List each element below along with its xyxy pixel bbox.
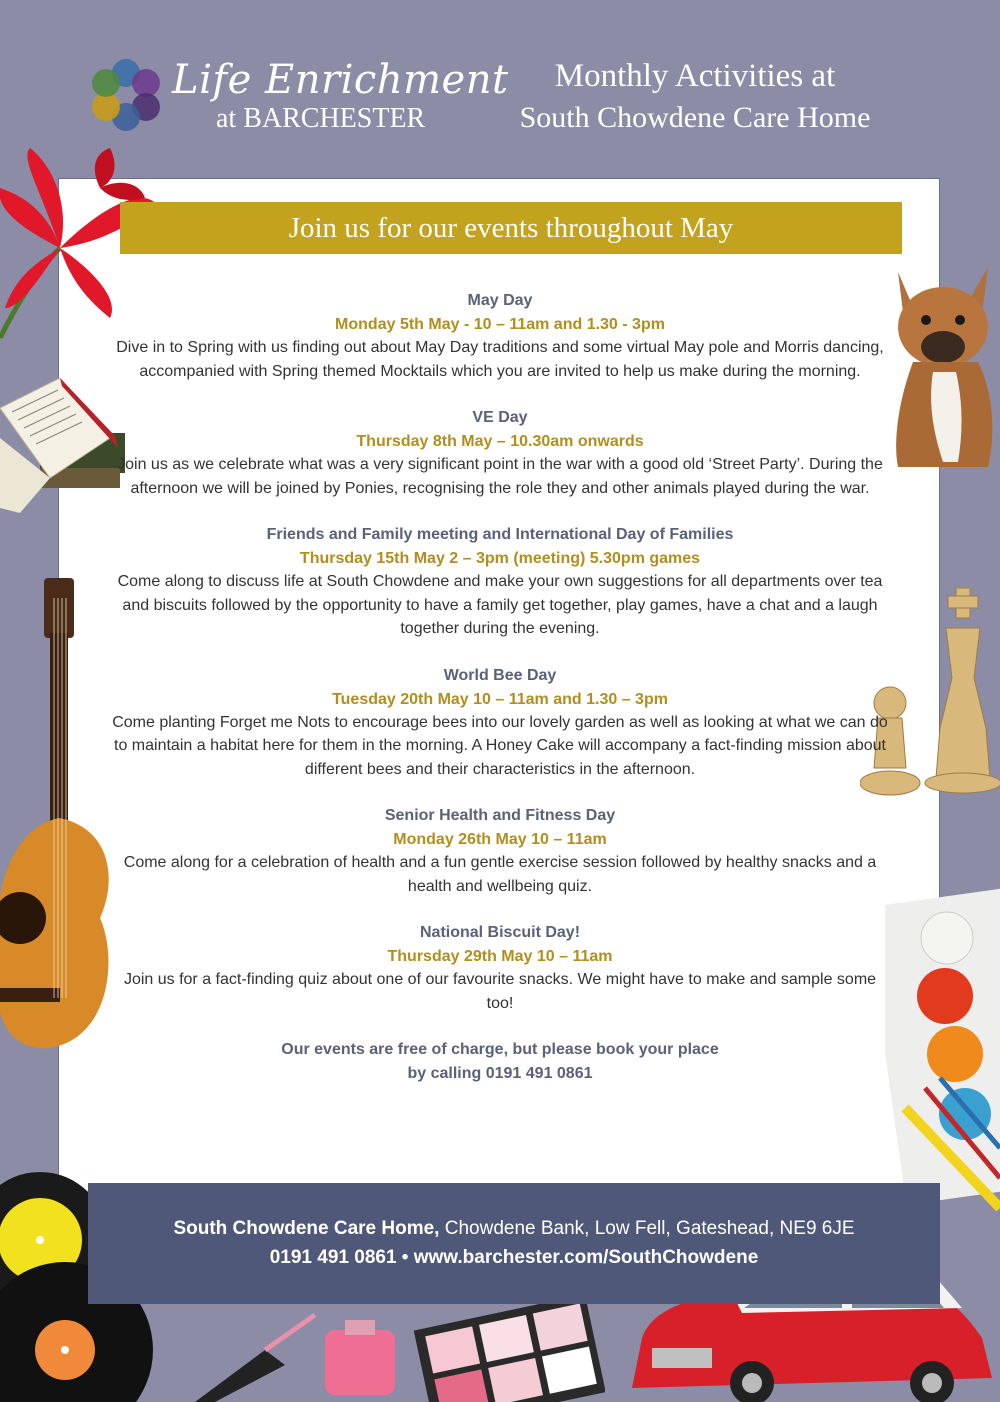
event-date: Monday 26th May 10 – 11am: [393, 831, 607, 848]
booking-note-line-2: by calling 0191 491 0861: [407, 1064, 593, 1082]
event-description: Come along to discuss life at South Chowdene and make your own suggestions for all departments over tea and biscuits followed by the opportunity to have a family get together, play games, have a chat and a laugh together during the evening.: [117, 573, 883, 637]
brand-name: Life Enrichment: [172, 57, 509, 103]
booking-note-line-1: Our events are free of charge, but please book your place: [281, 1041, 719, 1058]
event-date: Tuesday 20th May 10 – 11am and 1.30 – 3pm: [332, 690, 668, 708]
event-description: Come planting Forget me Nots to encourage bees into our lovely garden as well as looking at what we can do to maintain a habitat here for them in the morning. A Honey Cake will accompany a fact-finding mission about different bees and their characteristics in the afternoon.: [112, 713, 888, 778]
cosmetics-icon: [195, 1290, 605, 1402]
event-date: Thursday 29th May 10 – 11am: [387, 948, 613, 965]
event-item: [110, 664, 890, 782]
event-title: World Bee Day: [443, 666, 557, 684]
event-description: Dive in to Spring with us finding out about May Day traditions and some virtual May pole and Morris dancing, accompanied with Spring themed Mocktails which you are invited to help us make during the morning.: [116, 339, 884, 380]
footer-address-line: [88, 1214, 940, 1243]
event-date: Thursday 15th May 2 – 3pm (meeting) 5.30pm games: [299, 550, 701, 567]
french-bulldog-icon: [878, 262, 1000, 472]
event-title: National Biscuit Day!: [419, 924, 581, 941]
guitar-icon: [0, 578, 118, 1058]
event-description: Join us as we celebrate what was a very significant point in the war with a good old ‘Street Party’. During the afternoon we will be joined by Ponies, recognising the role they and other animals played during the war.: [117, 456, 883, 497]
event-description: Come along for a celebration of health and a fun gentle exercise session followed by healthy snacks and a health and wellbeing quiz.: [123, 854, 877, 895]
footer-home-name: South Chowdene Care Home,: [173, 1218, 440, 1239]
footer-address: Chowdene Bank, Low Fell, Gateshead, NE9 6JE: [444, 1218, 855, 1239]
event-title: VE Day: [472, 409, 528, 426]
page-title-line-1: Monthly Activities at: [554, 58, 836, 94]
event-title: Senior Health and Fitness Day: [384, 807, 616, 824]
flower-logo-icon: [86, 55, 166, 135]
event-date: Monday 5th May - 10 – 11am and 1.30 - 3pm: [335, 316, 665, 333]
footer-contact: [88, 1214, 940, 1272]
event-title: Friends and Family meeting and International Day of Families: [266, 526, 734, 543]
event-item: [110, 406, 890, 500]
page-title: [470, 56, 920, 140]
event-item: [110, 289, 890, 383]
brand-logo: [86, 55, 509, 135]
event-item: [110, 921, 890, 1015]
events-list: [110, 289, 890, 1085]
events-banner: Join us for our events throughout May: [120, 202, 902, 254]
page-title-line-2: South Chowdene Care Home: [519, 101, 871, 134]
event-description: Join us for a fact-finding quiz about one of our favourite snacks. We might have to make and sample some too!: [123, 971, 877, 1012]
booking-note: [110, 1038, 890, 1085]
event-title: May Day: [467, 292, 533, 309]
event-item: [110, 523, 890, 641]
event-item: [110, 804, 890, 898]
brand-subtitle: at BARCHESTER: [216, 103, 426, 134]
open-book-icon: [0, 378, 128, 513]
event-date: Thursday 8th May – 10.30am onwards: [356, 433, 644, 450]
footer-phone-website: 0191 491 0861 • www.barchester.com/SouthChowdene: [269, 1247, 759, 1268]
